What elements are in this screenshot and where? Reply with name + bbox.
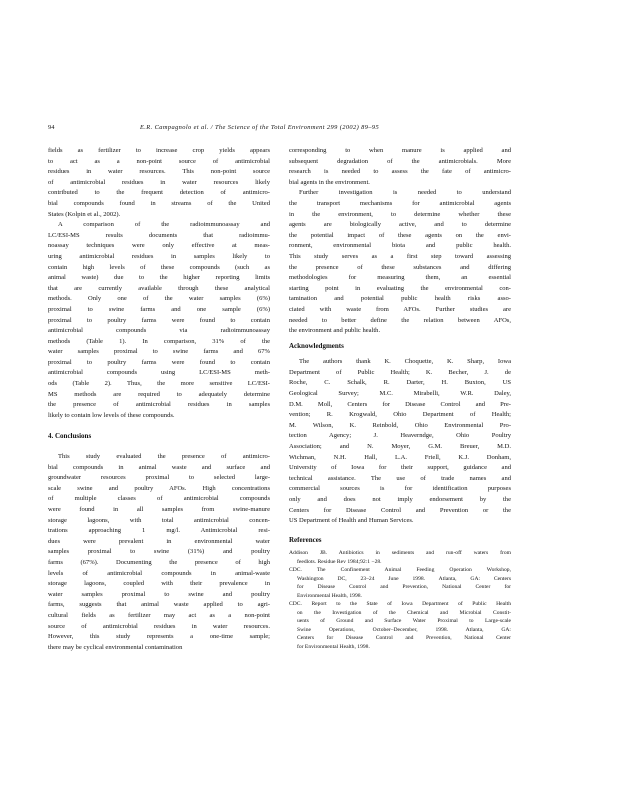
text-line: bial compounds found in streams of the United <box>48 199 270 207</box>
section-heading-conclusions: 4. Conclusions <box>48 432 92 441</box>
text-line: tamination and potential public health risks asso- <box>289 295 511 303</box>
text-line: the potential impact of these agents on the envi- <box>289 231 511 239</box>
text-line: dues were prevalent in environmental water <box>48 537 270 545</box>
text-line: Association; and N. Moyer, G.M. Breuer, M.D. <box>289 443 511 451</box>
text-line: University of Iowa for their support, guidance and <box>289 464 511 472</box>
right-column <box>289 146 511 651</box>
text-line: ronment, environmental biota and public health. <box>289 242 511 250</box>
text-line: contributed to the frequent detection of antimicro- <box>48 189 270 197</box>
text-line: antimicrobial compounds using LC/ESI-MS meth- <box>48 369 270 377</box>
text-line: needed to better define the relation between AFOs, <box>289 316 511 324</box>
text-line: LC/ESI-MS results documents that radioimmu- <box>48 231 270 239</box>
text-line: the presence of these substances and differing <box>289 263 511 271</box>
text-line: storage lagoons, with total antimicrobial concen- <box>48 516 270 524</box>
text-line: research is needed to assess the fate of antimicro- <box>289 168 511 176</box>
text-line: of multiple classes of antimicrobial compounds <box>48 495 270 503</box>
acknowledgments-paragraph <box>289 357 511 527</box>
acknowledgments-heading: Acknowledgments <box>289 341 344 350</box>
text-line: Department of Public Health; K. Becher, J. de <box>289 368 511 376</box>
text-line: MS methods are required to adequately determine <box>48 390 270 398</box>
text-line: M. Wilson, K. Reinbold, Ohio Environmental Pro- <box>289 421 511 429</box>
reference-line: CDC. The Confinement Animal Feeding Operation Workshop, <box>289 567 511 574</box>
references-heading: References <box>289 535 322 544</box>
text-line: fields as fertilizer to increase crop yields appears <box>48 147 270 154</box>
text-line: there may be cyclical environmental contamination <box>48 643 183 651</box>
text-line: proximal to swine farms and one sample (6%) <box>48 305 270 313</box>
reference-line: Swine Operations, October–December, 1998. Atlanta, GA: <box>297 626 511 633</box>
right-para-1 <box>289 146 511 188</box>
text-line: groundwater resources proximal to selected large- <box>48 474 270 482</box>
text-line: commercial sources is for identification purposes <box>289 485 511 493</box>
right-para-2 <box>289 188 511 336</box>
text-line: technical assistance. The use of trade names and <box>289 474 511 482</box>
left-para-2 <box>48 220 270 421</box>
text-line: trations approaching 1 mg/l. Antimicrobial resi- <box>48 527 270 535</box>
reference-line: uents of Ground and Surface Water Proximal to Large-scale <box>297 618 511 625</box>
text-line: residues in water resources. This non-point source <box>48 168 270 176</box>
references-list <box>289 549 511 651</box>
text-line: Roche, C. Schalk, R. Darter, H. Buxton, US <box>289 379 511 387</box>
text-line: antimicrobial compounds via radioimmunoassay <box>48 327 270 335</box>
text-line: of antimicrobial residues in water resources likely <box>48 178 270 186</box>
reference-line: on the Investigation of the Chemical and Microbial Constit- <box>297 609 511 616</box>
text-line: subsequent degradation of the antimicrobials. More <box>289 157 511 165</box>
text-line: vention; R. Krogwald, Ohio Department of Health; <box>289 411 511 419</box>
reference-line: CDC. Report to the State of Iowa Department of Public Health <box>289 601 511 608</box>
text-line: the transport mechanisms for antimicrobial agents <box>289 199 511 207</box>
text-line: ods (Table 2). Thus, the more sensitive LC/ESI- <box>48 380 270 388</box>
reference-line: feedlots. Residue Rev 1984;92:1 −28. <box>297 558 382 565</box>
text-line: noassay techniques were only effective at meas- <box>48 242 270 250</box>
text-line: storage lagoons, coupled with their prevalence in <box>48 580 270 588</box>
text-line: proximal to poultry farms were found to contain <box>48 358 270 366</box>
text-line: the presence of antimicrobial residues in samples <box>48 401 270 409</box>
text-line: Further investigation is needed to understand <box>299 189 511 197</box>
text-line: This study serves as a first step toward assessing <box>289 252 511 260</box>
reference-line: Addison JB. Antibiotics in sediments and run-off waters from <box>289 550 511 557</box>
text-line: Wichman, N.H. Hall, L.A. Friell, K.J. Donham, <box>289 453 511 461</box>
text-line: However, this study represents a one-time sample; <box>48 633 270 641</box>
text-line: water samples proximal to swine and poultry <box>48 590 270 598</box>
text-line: scale swine and poultry AFOs. High concentrations <box>48 484 270 492</box>
text-line: States (Kolpin et al., 2002). <box>48 210 121 218</box>
reference-item <box>289 566 511 600</box>
text-line: were found in all samples from swine-manure <box>48 506 270 513</box>
text-line: methods. Only one of the water samples (6%) <box>48 295 270 303</box>
text-line: bial compounds in animal waste and surface and <box>48 463 270 471</box>
running-header <box>48 124 578 136</box>
text-line: levels of antimicrobial compounds in animal-waste <box>48 569 270 577</box>
reference-line: Washington DC, 23–24 June 1998. Atlanta, GA: Centers <box>297 575 511 582</box>
text-line: proximal to poultry farms were found to contain <box>48 316 270 324</box>
text-line: US Department of Health and Human Services. <box>289 517 414 525</box>
page-number: 94 <box>48 124 55 131</box>
text-line: cultural fields as fertilizer may act as a non-point <box>48 611 270 619</box>
text-line: The authors thank K. Choquette, K. Sharp, Iowa <box>299 358 511 366</box>
text-line: only and does not imply endorsement by the <box>289 496 511 503</box>
text-line: animal waste) due to the higher reporting limits <box>48 274 270 282</box>
text-line: methodologies for measuring them, an essential <box>289 274 511 282</box>
text-line: in the environment, to determine whether these <box>289 210 511 218</box>
left-column <box>48 146 270 653</box>
text-line: agents are biologically active, and to determine <box>289 221 511 229</box>
text-line: that are currently available through these analytical <box>48 284 270 292</box>
text-line: corresponding to when manure is applied and <box>289 147 511 154</box>
text-line: D.M. Moll, Centers for Disease Control and Pre- <box>289 400 511 408</box>
reference-line: Environmental Health, 1998. <box>297 592 362 599</box>
reference-item <box>289 600 511 651</box>
text-line: to act as a non-point source of antimicrobial <box>48 157 270 165</box>
text-line: farms (67%). Documenting the presence of high <box>48 558 270 566</box>
reference-line: for Disease Control and Prevention, National Center for <box>297 584 511 591</box>
text-line: Centers for Disease Control and Prevention or the <box>289 506 511 514</box>
conclusions-paragraph <box>48 452 270 653</box>
text-line: A comparison of the radioimmunoassay and <box>58 221 270 229</box>
reference-line: Centers for Disease Control and Prevention, National Center <box>297 635 511 642</box>
text-line: bial agents in the environment. <box>289 178 370 186</box>
text-line: likely to contain low levels of these compounds. <box>48 411 175 419</box>
text-line: contain high levels of these compounds (such as <box>48 263 270 271</box>
text-line: source of antimicrobial residues in water resources. <box>48 622 270 630</box>
text-line: samples proximal to swine (31%) and poultry <box>48 548 270 556</box>
text-line: starting point in evaluating the environmental con- <box>289 284 511 292</box>
running-title: E.R. Campagnolo et al. / The Science of the Total Environment 299 (2002) 89–95 <box>140 124 380 131</box>
left-para-1 <box>48 146 270 220</box>
text-line: methods (Table 1). In comparison, 31% of the <box>48 337 270 345</box>
text-line: the environment and public health. <box>289 327 381 335</box>
reference-line: for Environmental Health, 1998. <box>297 643 370 650</box>
text-line: farms, suggests that animal waste applied to agri- <box>48 601 270 609</box>
text-line: tection Agency; J. Heaverndge, Ohio Poultry <box>289 432 511 440</box>
text-line: water samples proximal to swine farms and 67% <box>48 348 270 356</box>
text-line: Geological Survey; M.C. Mirabelli, W.R. Daley, <box>289 390 511 398</box>
text-line: uring antimicrobial residues in samples likely to <box>48 252 270 260</box>
reference-item <box>289 549 511 566</box>
text-line: ciated with waste from AFOs. Further studies are <box>289 305 511 313</box>
text-line: This study evaluated the presence of antimicro- <box>58 453 270 461</box>
